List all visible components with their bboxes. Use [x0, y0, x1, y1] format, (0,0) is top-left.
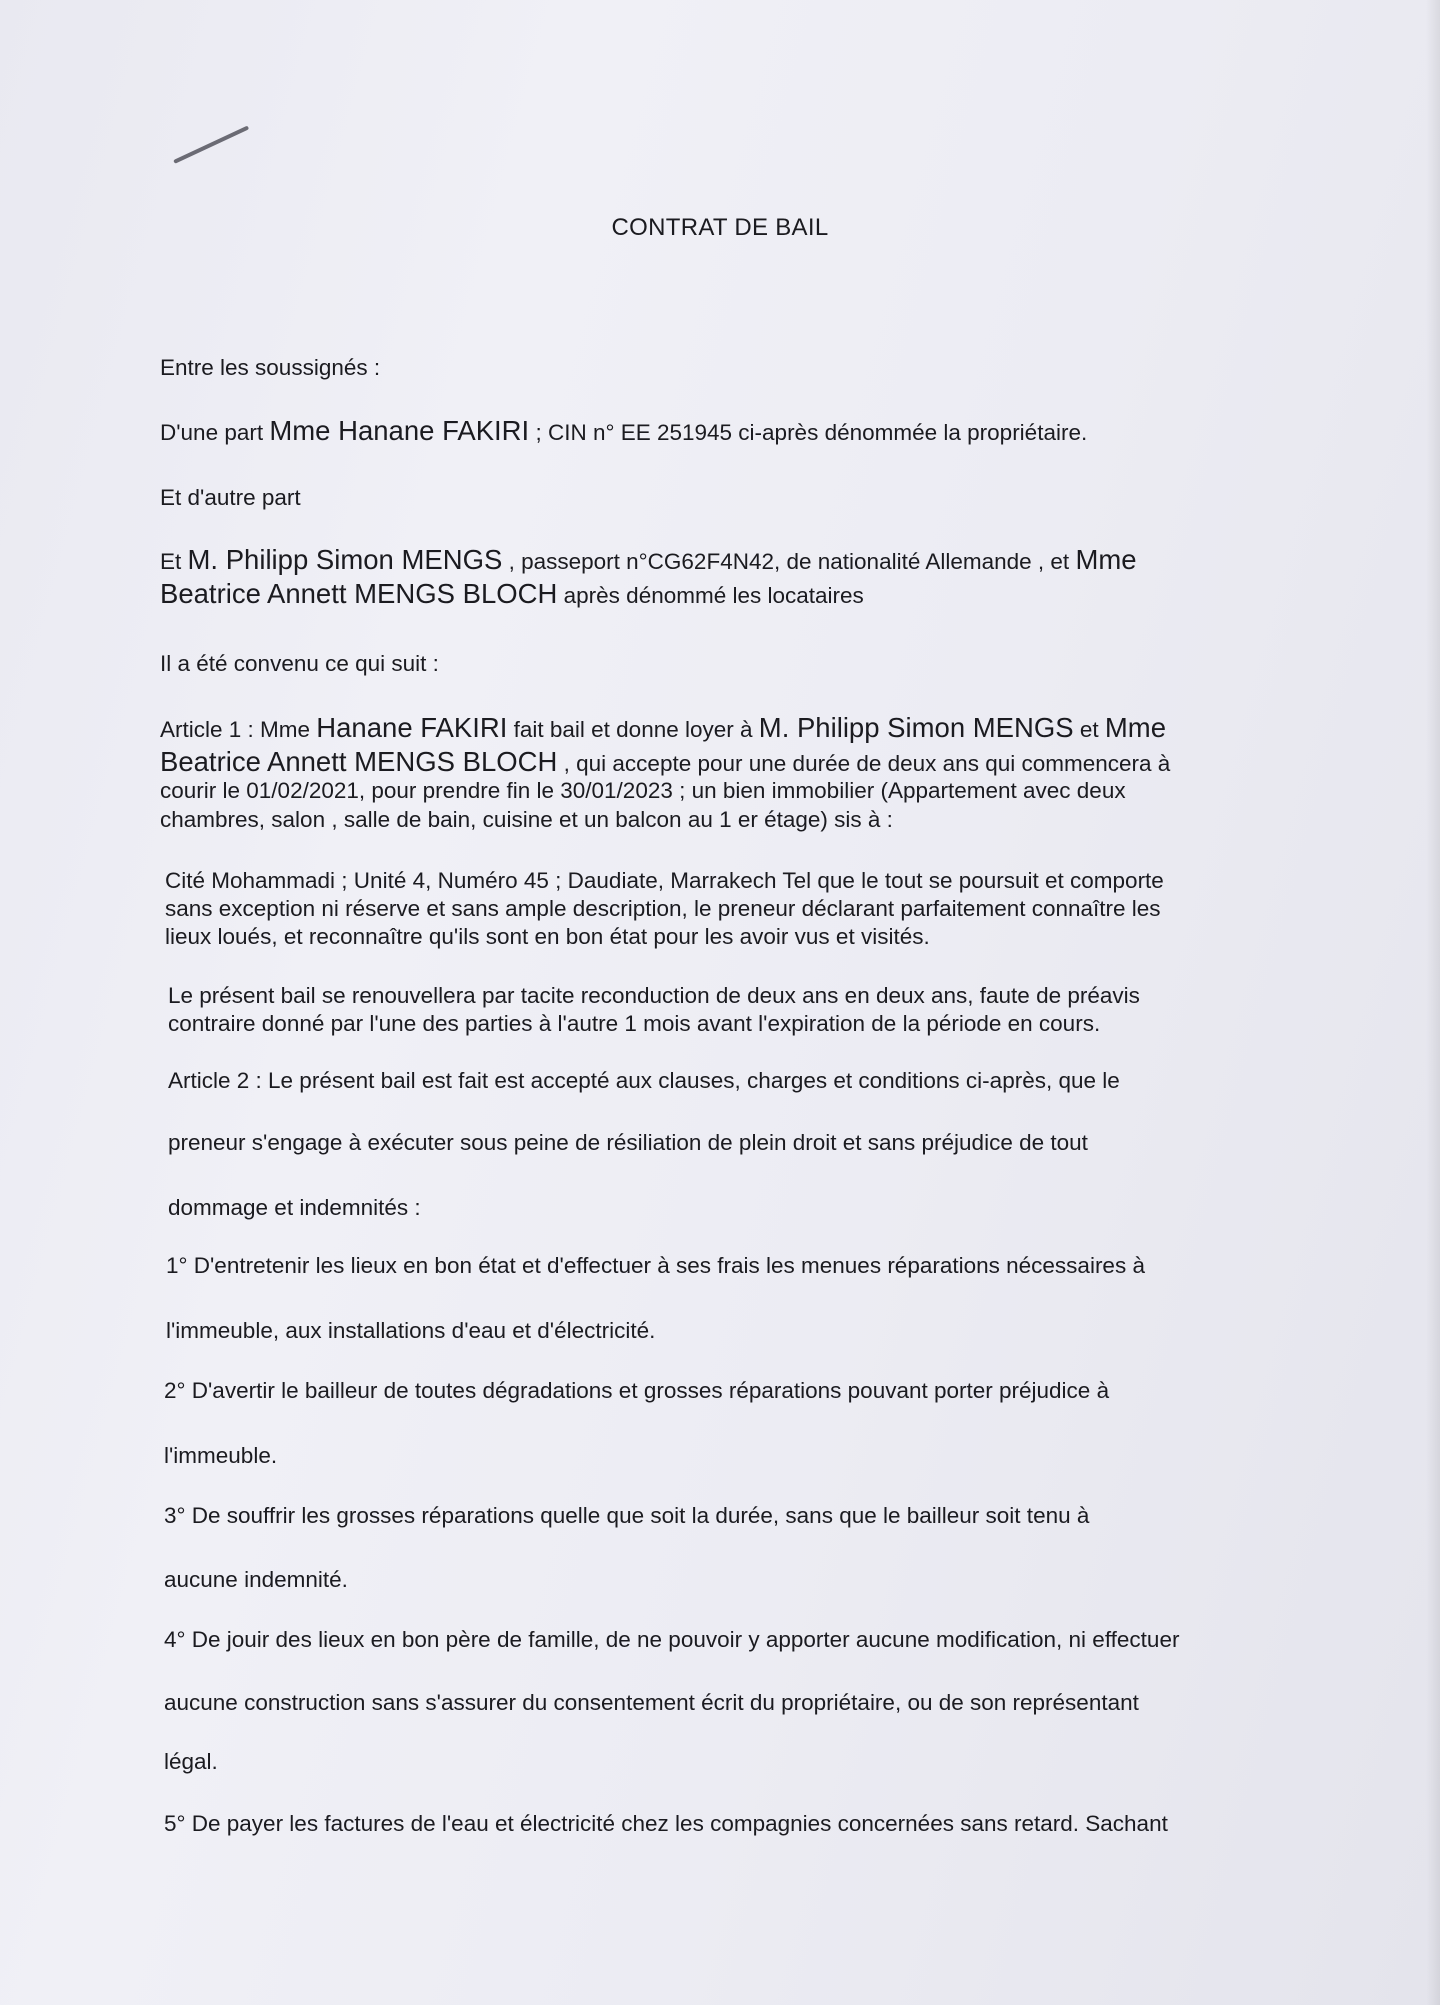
article1-and: et: [1073, 717, 1105, 742]
tenant-passport: , passeport n°CG62F4N42, de nationalité Allemande , et: [502, 549, 1076, 574]
document-title: CONTRAT DE BAIL: [611, 214, 829, 241]
clause-3-line-2: aucune indemnité.: [164, 1567, 348, 1592]
tenants-line-2: [160, 578, 864, 610]
tenant-title-mme: Mme: [1075, 544, 1137, 575]
tenant-name-1: M. Philipp Simon MENGS: [187, 544, 503, 575]
page-fold-shadow: [1426, 0, 1440, 2005]
clause-4-line-2: aucune construction sans s'assurer du consentement écrit du propriétaire, ou de son représentant: [164, 1690, 1139, 1715]
address-line-3: lieux loués, et reconnaître qu'ils sont en bon état pour les avoir vus et visités.: [165, 924, 930, 949]
clause-2-line-1: 2° D'avertir le bailleur de toutes dégradations et grosses réparations pouvant porter préjudice à: [164, 1378, 1110, 1403]
clause-2-line-2: l'immeuble.: [164, 1443, 278, 1468]
tenants-role: après dénommé les locataires: [557, 583, 864, 608]
address-line-2: sans exception ni réserve et sans ample description, le preneur déclarant parfaitement connaître les: [165, 896, 1161, 921]
renewal-line-2: contraire donné par l'une des parties à l'autre 1 mois avant l'expiration de la période en cours.: [168, 1011, 1101, 1036]
clause-4-line-3: légal.: [164, 1749, 218, 1774]
owner-details: ; CIN n° EE 251945 ci-après dénommée la propriétaire.: [529, 420, 1088, 445]
other-party-line: Et d'autre part: [160, 485, 301, 510]
clause-3-line-1: 3° De souffrir les grosses réparations quelle que soit la durée, sans que le bailleur soit tenu à: [164, 1503, 1090, 1528]
article1-duration: , qui accepte pour une durée de deux ans qui commencera à: [557, 751, 1171, 776]
clause-5-line-1: 5° De payer les factures de l'eau et électricité chez les compagnies concernées sans retard. Sachant: [164, 1811, 1168, 1836]
owner-name: Mme Hanane FAKIRI: [269, 415, 530, 446]
article1-line-1: [160, 712, 1166, 744]
tenants-line-1: [160, 544, 1137, 576]
agreement-intro: Il a été convenu ce qui suit :: [160, 651, 439, 676]
address-line-1: Cité Mohammadi ; Unité 4, Numéro 45 ; Daudiate, Marrakech Tel que le tout se poursuit et comporte: [165, 868, 1164, 893]
article1-owner-name: Hanane FAKIRI: [316, 712, 508, 743]
pen-mark: [173, 126, 249, 164]
owner-line: [160, 415, 1087, 447]
tenants-et: Et: [160, 549, 188, 574]
owner-prefix: D'une part: [160, 420, 270, 445]
clause-1-line-1: 1° D'entretenir les lieux en bon état et d'effectuer à ses frais les menues réparations nécessaires à: [166, 1253, 1145, 1278]
article1-line-4: chambres, salon , salle de bain, cuisine et un balcon au 1 er étage) sis à :: [160, 807, 893, 832]
article1-line-2: [160, 746, 1170, 778]
renewal-line-1: Le présent bail se renouvellera par tacite reconduction de deux ans en deux ans, faute de préavis: [168, 983, 1140, 1008]
article1-label: Article 1 : Mme: [160, 717, 317, 742]
article2-line-3: dommage et indemnités :: [168, 1195, 421, 1220]
article1-tenant-name-1: M. Philipp Simon MENGS: [758, 712, 1074, 743]
article1-line-3: courir le 01/02/2021, pour prendre fin le 30/01/2023 ; un bien immobilier (Appartement avec deux: [160, 778, 1126, 803]
clause-4-line-1: 4° De jouir des lieux en bon père de famille, de ne pouvoir y apporter aucune modification, ni effectuer: [164, 1627, 1180, 1652]
tenant-name-2: Beatrice Annett MENGS BLOCH: [160, 578, 558, 609]
article1-text-a: fait bail et donne loyer à: [507, 717, 759, 742]
clause-1-line-2: l'immeuble, aux installations d'eau et d'électricité.: [166, 1318, 656, 1343]
parties-intro: Entre les soussignés :: [160, 355, 381, 380]
article2-line-2: preneur s'engage à exécuter sous peine de résiliation de plein droit et sans préjudice de tout: [168, 1130, 1088, 1155]
article2-line-1: Article 2 : Le présent bail est fait est accepté aux clauses, charges et conditions ci-après, que le: [168, 1068, 1120, 1093]
article1-tenant-name-2: Beatrice Annett MENGS BLOCH: [160, 746, 558, 777]
article1-mme: Mme: [1104, 712, 1167, 743]
